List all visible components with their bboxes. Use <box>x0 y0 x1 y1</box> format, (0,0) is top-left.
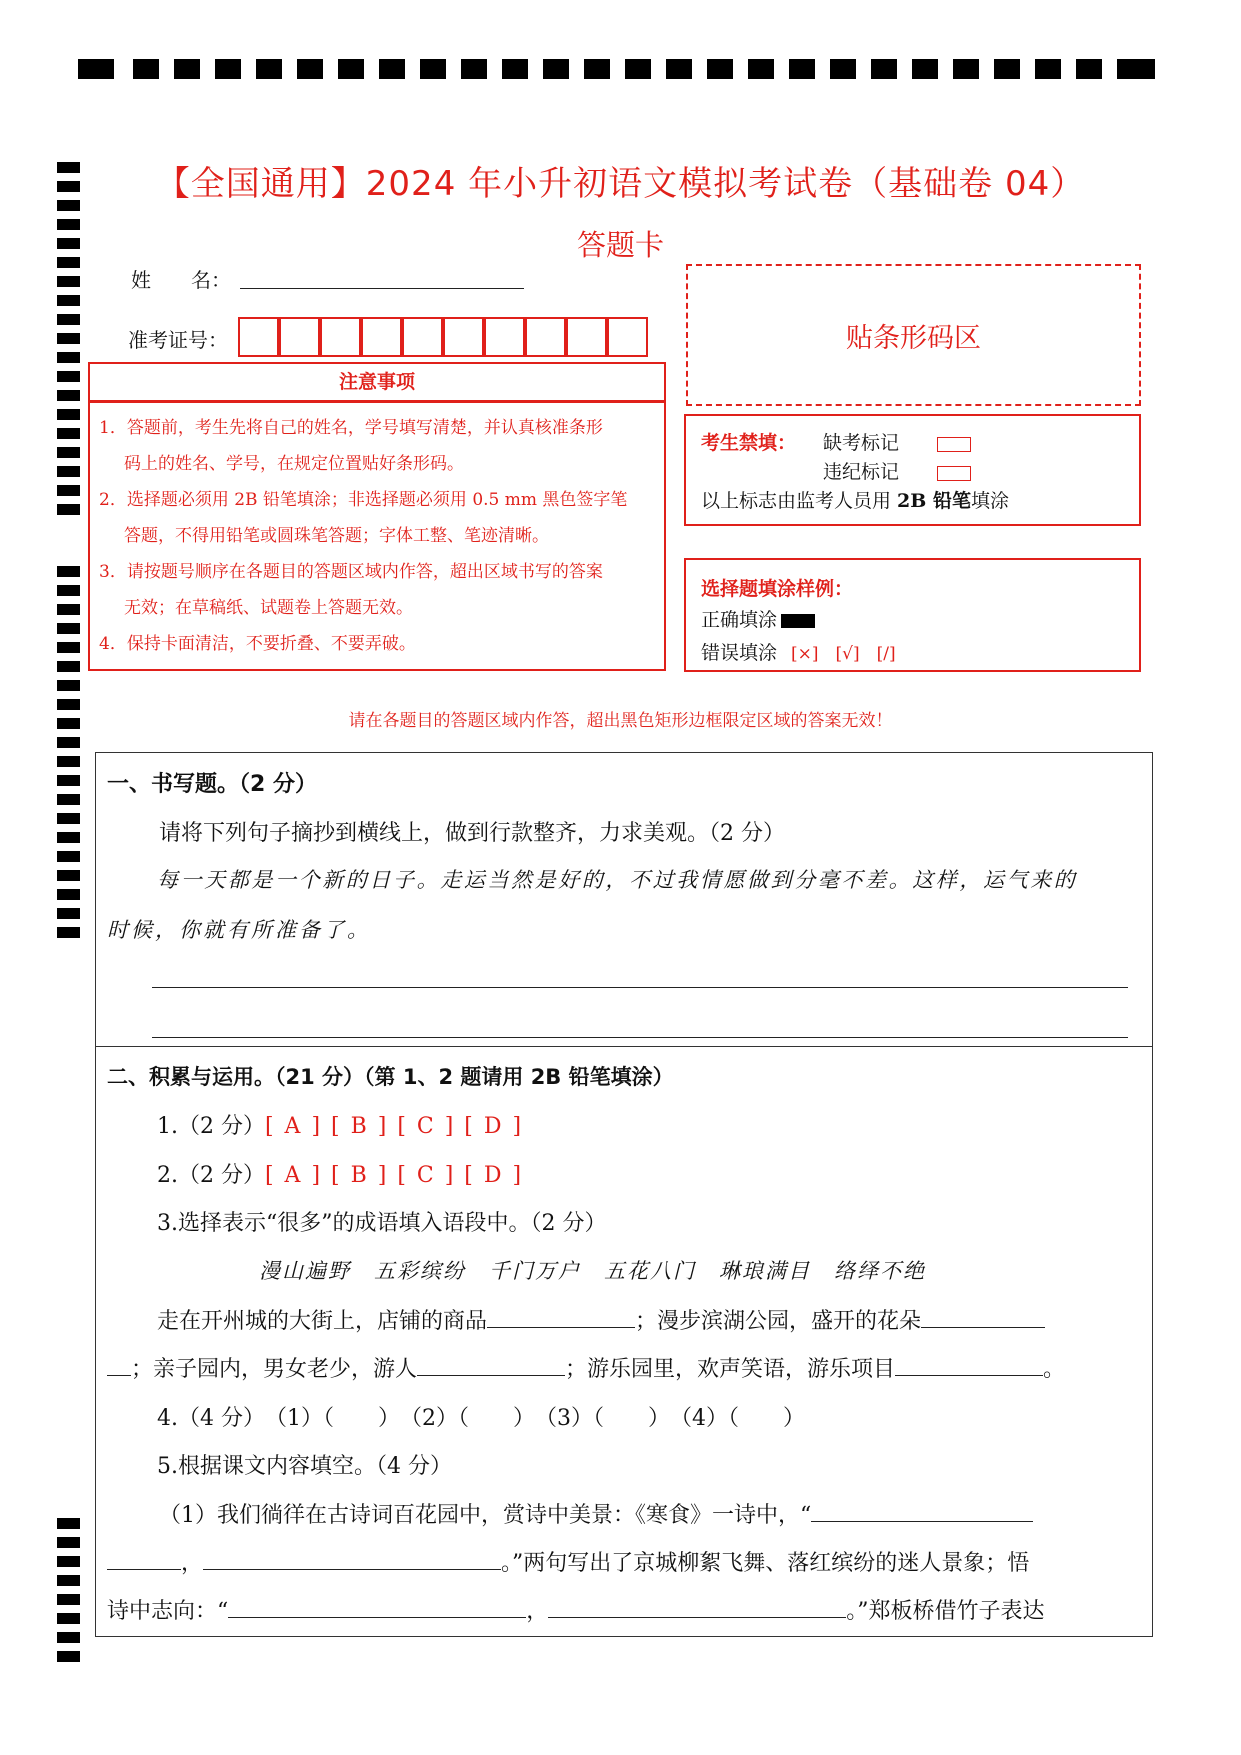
notice-title: 注意事项 <box>338 371 415 393</box>
q3-blank-3[interactable] <box>417 1353 565 1376</box>
absent-mark-row <box>823 428 971 455</box>
writing-line-1[interactable] <box>152 987 1128 988</box>
fill-sample-box <box>684 558 1141 672</box>
barcode-area <box>686 264 1141 406</box>
q3-blank-2[interactable] <box>921 1305 1045 1328</box>
q3-blank-4[interactable] <box>895 1353 1043 1376</box>
q5-line3-text-c: 。”郑板桥借竹子表达 <box>846 1599 1045 1624</box>
wrong-fill-label: 错误填涂 <box>701 642 778 664</box>
page-title: 【全国通用】2024 年小升初语文模拟考试卷（基础卷 04） <box>155 164 1086 204</box>
filled-mark-icon <box>781 614 815 628</box>
q2-options[interactable]: [ A ] [ B ] [ C ] [ D ] <box>264 1163 524 1188</box>
proctor-note <box>701 486 1009 513</box>
q5-blank-1-cont[interactable] <box>107 1547 181 1570</box>
q3-line1-text-a: 走在开州城的大街上，店铺的商品 <box>157 1309 488 1334</box>
q5-blank-2[interactable] <box>203 1547 501 1570</box>
q3-prompt: 3.选择表示“很多”的成语填入语段中。（2 分） <box>157 1211 607 1236</box>
notice-title-box <box>88 362 666 402</box>
wrong-fill-marks: [×] [√] [/] <box>791 644 896 664</box>
q2-label: 2.（2 分） <box>157 1163 265 1188</box>
answer-sheet-subtitle: 答题卡 <box>576 228 664 262</box>
proctor-note-prefix: 以上标志由监考人员用 <box>701 490 898 512</box>
q3-idioms: 漫山遍野 五彩缤纷 千门万户 五花八门 琳琅满目 络绎不绝 <box>259 1259 926 1283</box>
violation-mark-box[interactable] <box>937 466 971 481</box>
notice-item-2b: 答题，不得用铅笔或圆珠笔答题；字体工整、笔迹清晰。 <box>124 526 549 546</box>
question-1 <box>157 1109 523 1140</box>
passage-line-1: 每一天都是一个新的日子。走运当然是好的，不过我情愿做到分毫不差。这样，运气来的 <box>157 868 1078 892</box>
passage-line-2: 时候，你就有所准备了。 <box>107 918 371 942</box>
q3-line2-text-b: ；游乐园里，欢声笑语，游乐项目 <box>565 1357 896 1382</box>
q3-blank-1[interactable] <box>487 1305 635 1328</box>
q3-blank-2-cont[interactable] <box>107 1353 131 1376</box>
q3-line2-text-a: ；亲子园内，男女老少，游人 <box>131 1357 418 1382</box>
proctor-note-bold: 2B 铅笔 <box>897 490 971 512</box>
violation-mark-label: 违纪标记 <box>823 461 900 483</box>
sample-title: 选择题填涂样例： <box>701 578 854 600</box>
absent-mark-box[interactable] <box>937 437 971 452</box>
name-label: 姓 名： <box>131 268 231 292</box>
q1-options[interactable]: [ A ] [ B ] [ C ] [ D ] <box>264 1114 524 1139</box>
proctor-title: 考生禁填： <box>701 432 797 454</box>
barcode-label: 贴条形码区 <box>846 323 981 354</box>
candidate-id-label: 准考证号： <box>128 328 228 352</box>
proctor-box <box>684 414 1141 526</box>
q5-line2-text-a: ， <box>181 1551 204 1576</box>
q3-line-1 <box>157 1304 1045 1335</box>
section1-heading: 一、书写题。（2 分） <box>107 772 317 797</box>
violation-mark-row <box>823 457 971 484</box>
q5-line-3 <box>107 1594 1045 1625</box>
q3-line1-text-b: ；漫步滨湖公园，盛开的花朵 <box>635 1309 922 1334</box>
q5-line-2 <box>107 1546 1029 1577</box>
notice-item-1b: 码上的姓名、学号，在规定位置贴好条形码。 <box>124 454 464 474</box>
q1-label: 1.（2 分） <box>157 1114 265 1139</box>
q5-blank-1[interactable] <box>811 1499 1033 1522</box>
q5-line1-text: （1）我们徜徉在古诗词百花园中，赏诗中美景：《寒食》一诗中，“ <box>159 1503 812 1528</box>
q5-prompt: 5.根据课文内容填空。（4 分） <box>157 1454 452 1479</box>
writing-line-2[interactable] <box>152 1037 1128 1038</box>
q5-line3-text-b: ， <box>526 1599 549 1624</box>
name-field[interactable] <box>240 288 524 289</box>
wrong-fill-row <box>701 638 896 665</box>
notice-item-3a: 3．请按题号顺序在各题目的答题区域内作答，超出区域书写的答案 <box>99 562 603 582</box>
q3-line-2 <box>107 1352 1065 1383</box>
question-2 <box>157 1158 523 1189</box>
notice-item-4: 4．保持卡面清洁，不要折叠、不要弄破。 <box>99 634 416 654</box>
answer-area-warning: 请在各题目的答题区域内作答，超出黑色矩形边框限定区域的答案无效！ <box>348 711 893 731</box>
notice-item-3b: 无效；在草稿纸、试题卷上答题无效。 <box>124 598 413 618</box>
q3-line2-text-c: 。 <box>1043 1357 1066 1382</box>
proctor-note-suffix: 填涂 <box>970 490 1009 512</box>
q5-blank-3[interactable] <box>228 1595 526 1618</box>
absent-mark-label: 缺考标记 <box>823 432 900 454</box>
q5-line3-text-a: 诗中志向：“ <box>107 1599 229 1624</box>
q5-blank-4[interactable] <box>548 1595 846 1618</box>
notice-item-2a: 2．选择题必须用 2B 铅笔填涂；非选择题必须用 0.5 mm 黑色签字笔 <box>99 490 628 510</box>
section1-instruction: 请将下列句子摘抄到横线上，做到行款整齐，力求美观。（2 分） <box>159 821 785 846</box>
notice-box <box>88 401 666 671</box>
q4-row: 4.（4 分） （1）（ ） （2）（ ） （3）（ ） （4）（ ） <box>157 1406 805 1431</box>
correct-fill-row <box>701 605 815 632</box>
correct-fill-label: 正确填涂 <box>701 609 778 631</box>
section2-heading: 二、积累与运用。（21 分）（第 1、2 题请用 2B 铅笔填涂） <box>107 1065 674 1089</box>
q5-line2-text-b: 。”两句写出了京城柳絮飞舞、落红缤纷的迷人景象；悟 <box>501 1551 1030 1576</box>
q5-line-1 <box>159 1498 1033 1529</box>
notice-item-1a: 1．答题前，考生先将自己的姓名，学号填写清楚，并认真核准条形 <box>99 418 603 438</box>
